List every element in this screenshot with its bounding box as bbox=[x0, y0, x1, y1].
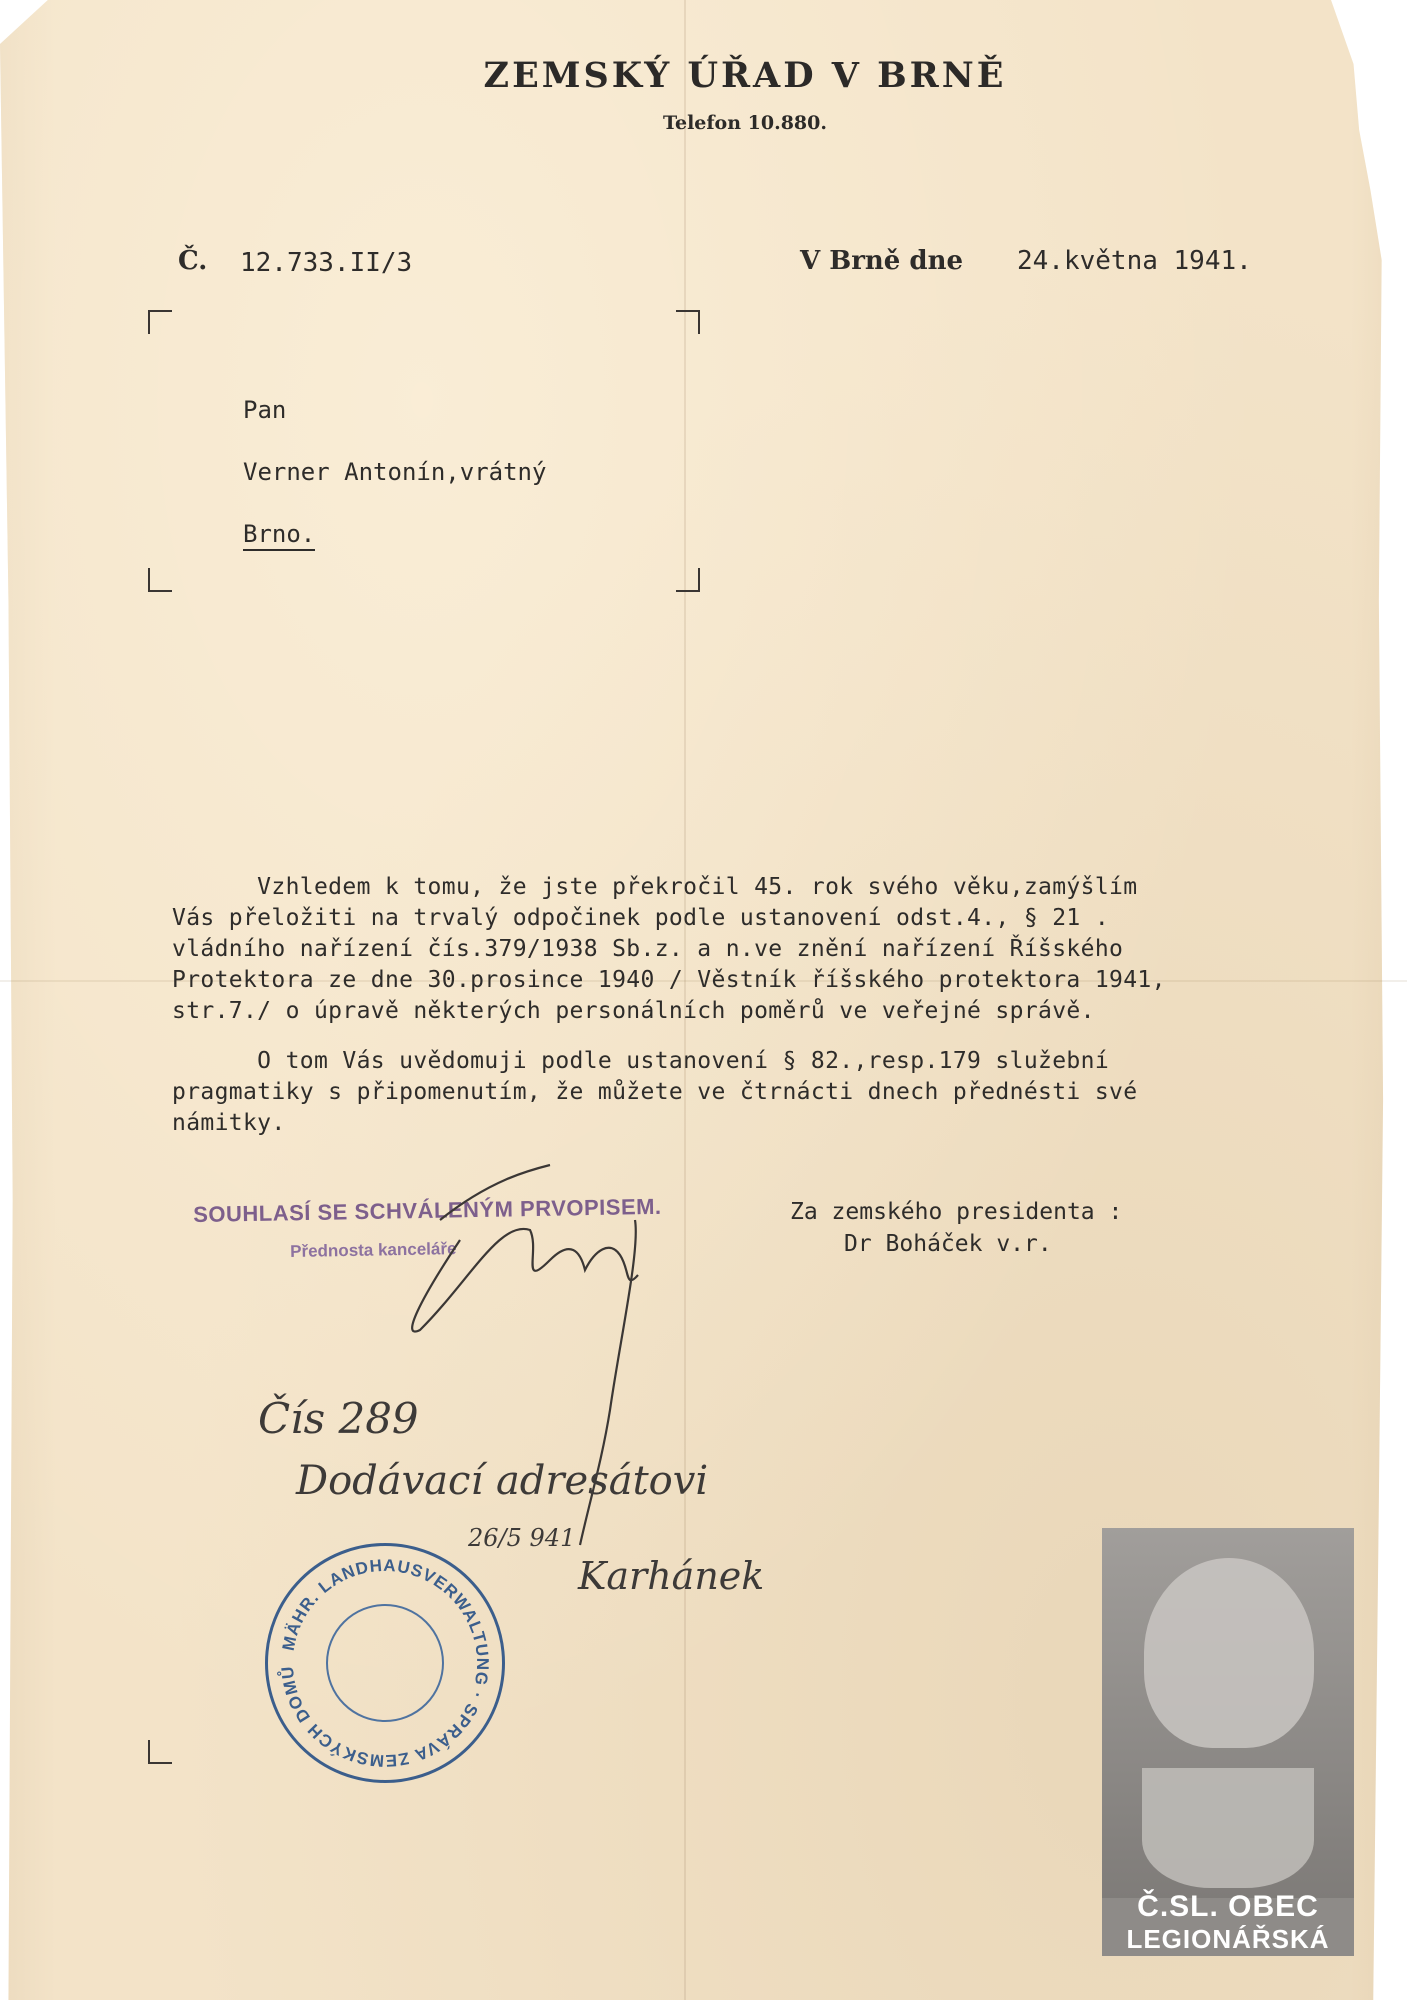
handwritten-note: Dodávací adresátovi bbox=[296, 1458, 709, 1504]
text-line: str.7./ o úpravě některých personálních poměrů ve veřejné správě. bbox=[172, 998, 1095, 1024]
addressee-salutation: Pan bbox=[243, 396, 287, 424]
address-corner-mark bbox=[676, 310, 700, 334]
text-line: Vzhledem k tomu, že jste překročil 45. rok svého věku,zamýšlím bbox=[172, 874, 1138, 900]
signature-title: Za zemského presidenta : bbox=[790, 1199, 1123, 1225]
office-phone: Telefon 10.880. bbox=[663, 112, 827, 134]
approval-stamp-text: SOUHLASÍ SE SCHVÁLENÝM PRVOPISEM. bbox=[193, 1193, 662, 1227]
coat-of-arms-icon bbox=[1142, 1768, 1314, 1888]
text-line: Vás přeložiti na trvalý odpočinek podle ustanovení odst.4., § 21 . bbox=[172, 905, 1110, 931]
text-line: pragmatiky s připomenutím, že můžete ve čtrnácti dnech přednésti své bbox=[172, 1079, 1138, 1105]
text-line: Protektora ze dne 30.prosince 1940 / Věstník říšského protektora 1941, bbox=[172, 967, 1166, 993]
text-line: námitky. bbox=[172, 1110, 286, 1136]
date-place: V Brně dne bbox=[800, 246, 964, 276]
text-line: vládního nařízení čís.379/1938 Sb.z. a n.ve znění nařízení Říšského bbox=[172, 936, 1124, 962]
seal-eagle-emblem bbox=[326, 1604, 444, 1722]
handwritten-date: 26/5 941 bbox=[468, 1524, 576, 1552]
handwritten-number: Čís 289 bbox=[258, 1394, 419, 1443]
signature-name: Dr Boháček v.r. bbox=[844, 1231, 1052, 1257]
signature-block bbox=[790, 1196, 1122, 1260]
body-paragraph-2 bbox=[172, 1046, 1342, 1139]
office-heading: ZEMSKÝ ÚŘAD V BRNĚ bbox=[483, 55, 1007, 96]
address-corner-mark bbox=[148, 568, 172, 592]
legion-logo-watermark bbox=[1102, 1528, 1354, 1956]
logo-text-line1: Č.SL. OBEC bbox=[1137, 1890, 1319, 1923]
addressee-name: Verner Antonín,vrátný bbox=[243, 458, 547, 486]
text-line: O tom Vás uvědomuji podle ustanovení § 82.,resp.179 služební bbox=[172, 1048, 1110, 1074]
address-corner-mark bbox=[148, 310, 172, 334]
seal-text: MÄHR. LANDHAUSVERWALTUNG · SPRÁVA ZEMSKÝCH DOMŮ bbox=[277, 1555, 493, 1771]
letter-date: 24.května 1941. bbox=[1017, 246, 1252, 276]
official-round-seal bbox=[265, 1543, 505, 1783]
handwritten-name: Karhánek bbox=[578, 1554, 765, 1598]
margin-corner-mark bbox=[148, 1740, 172, 1764]
soldier-head-icon bbox=[1144, 1558, 1314, 1748]
body-paragraph-1 bbox=[172, 872, 1342, 1027]
reference-number: 12.733.II/3 bbox=[240, 248, 413, 278]
logo-text-line2: LEGIONÁŘSKÁ bbox=[1126, 1924, 1330, 1954]
approval-stamp-subtext: Přednosta kanceláře bbox=[290, 1239, 457, 1261]
addressee-city: Brno. bbox=[243, 520, 315, 551]
reference-label: Č. bbox=[178, 246, 208, 276]
address-corner-mark bbox=[676, 568, 700, 592]
